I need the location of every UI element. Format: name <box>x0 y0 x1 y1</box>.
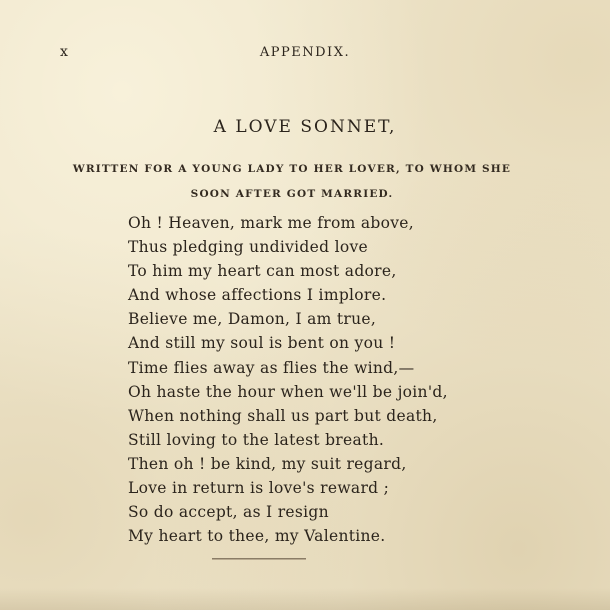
page-number: x <box>60 44 69 60</box>
poem-line: Still loving to the latest breath. <box>128 430 385 449</box>
poem-line: And whose affections I implore. <box>128 286 387 305</box>
poem-line: To him my heart can most adore, <box>128 262 397 281</box>
poem-line: My heart to thee, my Valentine. <box>128 527 386 546</box>
poem-line: Time flies away as flies the wind,— <box>128 358 415 377</box>
poem-subtitle <box>62 157 522 207</box>
poem-line: Then oh ! be kind, my suit regard, <box>128 454 407 473</box>
poem-body <box>128 211 448 548</box>
poem-line: Thus pledging undivided love <box>128 238 368 257</box>
running-title: APPENDIX. <box>259 45 351 60</box>
poem-line: When nothing shall us part but death, <box>128 406 438 425</box>
poem-line: Oh haste the hour when we'll be join'd, <box>128 382 448 401</box>
subtitle-line: WRITTEN FOR A YOUNG LADY TO HER LOVER, TO WHOM SHE <box>72 163 512 175</box>
page-edge-shading <box>0 588 610 610</box>
poem-line: So do accept, as I resign <box>128 503 329 522</box>
poem-line: Love in return is love's reward ; <box>128 479 390 498</box>
subtitle-line: SOON AFTER GOT MARRIED. <box>190 188 394 200</box>
poem-line: Believe me, Damon, I am true, <box>128 310 377 329</box>
section-divider <box>212 558 306 560</box>
poem-line: And still my soul is bent on you ! <box>128 334 396 353</box>
poem-title: A LOVE SONNET, <box>213 117 397 137</box>
poem-line: Oh ! Heaven, mark me from above, <box>128 214 414 232</box>
